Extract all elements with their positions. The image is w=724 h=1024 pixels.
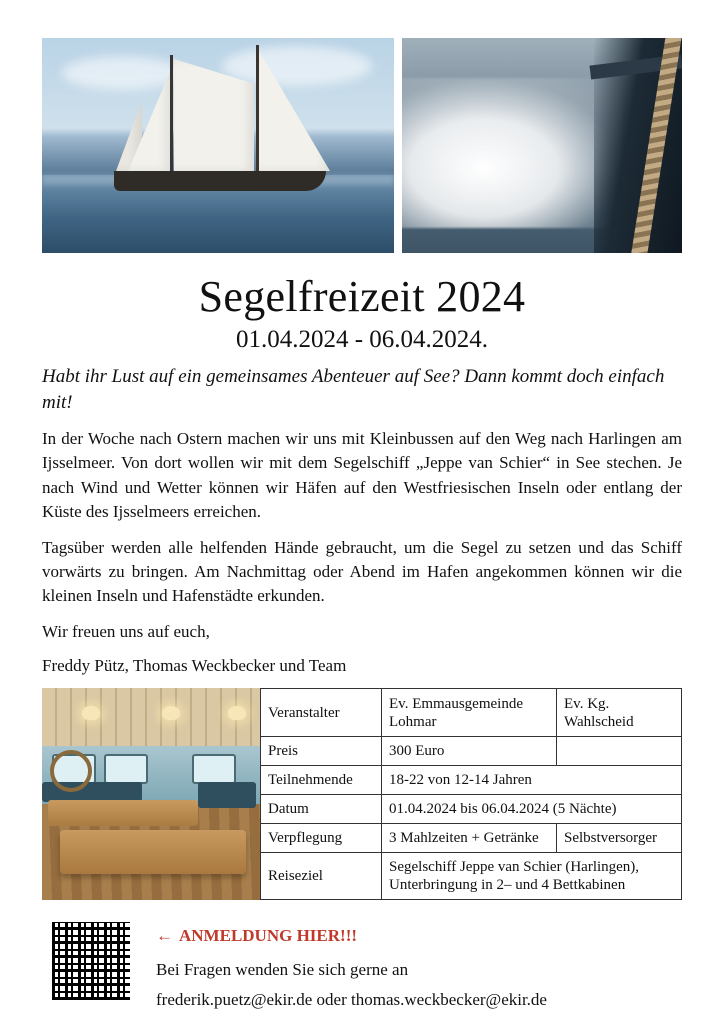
wave-photo	[402, 38, 682, 253]
table-cell-value: 01.04.2024 bis 06.04.2024 (5 Nächte)	[382, 794, 682, 823]
closing-line: Wir freuen uns auf euch,	[42, 622, 210, 642]
sailing-ship-photo	[42, 38, 394, 253]
table-cell-key: Teilnehmende	[261, 765, 382, 794]
bench-shape	[198, 782, 256, 808]
contact-line: Bei Fragen wenden Sie sich gerne an	[156, 960, 409, 980]
table-cell-key: Reiseziel	[261, 853, 382, 900]
mast-shape	[170, 55, 173, 173]
lamp-shape	[162, 706, 180, 720]
table-row	[261, 736, 682, 765]
table-row	[261, 794, 682, 823]
mast-shape	[256, 45, 259, 173]
signature-line: Freddy Pütz, Thomas Weckbecker und Team	[42, 656, 347, 676]
body-paragraph-2: Tagsüber werden alle helfenden Hände gebraucht, um die Segel zu setzen und das Schiff vorwärts zu bringen. Am Nachmittag oder Abend im Hafen angekommen können wir die kleinen Inseln und Hafenstädte erkunden.	[42, 537, 682, 606]
qr-code-icon[interactable]	[52, 922, 130, 1000]
porthole-shape	[192, 754, 236, 784]
event-dates: 01.04.2024 - 06.04.2024.	[235, 326, 489, 353]
cabin-ceiling-shape	[42, 688, 260, 746]
table-cell-value: 3 Mahlzeiten + Getränke	[382, 824, 557, 853]
table-row	[261, 689, 682, 736]
table-shape	[48, 800, 198, 826]
table-row	[261, 853, 682, 900]
table-cell-key: Datum	[261, 794, 382, 823]
table-cell-value-2	[557, 736, 682, 765]
email-line[interactable]: frederik.puetz@ekir.de oder thomas.weckbecker@ekir.de	[156, 990, 547, 1010]
lamp-shape	[82, 706, 100, 720]
table-shape	[60, 830, 246, 874]
lamp-shape	[228, 706, 246, 720]
cloud-shape	[62, 56, 182, 90]
arrow-left-icon: ←	[156, 926, 173, 946]
page-title: Segelfreizeit 2024	[198, 272, 526, 321]
body-paragraph-1: In der Woche nach Ostern machen wir uns mit Kleinbussen auf den Weg nach Harlingen am Ijsselmeer. Von dort wollen wir mit dem Segelschiff „Jeppe van Schier“ in See stechen. Je nach Wind und Wetter können wir Häfen auf den Westfriesischen Inseln oder entlang der Küste des Ijsselmeers erreichen.	[42, 429, 682, 521]
table-cell-value-2: Selbstversorger	[557, 824, 682, 853]
photo-strip	[42, 38, 682, 253]
hull-shape	[114, 171, 326, 191]
ship-cabin-photo	[42, 688, 260, 900]
table-cell-value: 18-22 von 12-14 Jahren	[382, 765, 682, 794]
table-cell-key: Preis	[261, 736, 382, 765]
table-cell-value: Segelschiff Jeppe van Schier (Harlingen), Unterbringung in 2– und 4 Bettkabinen	[382, 853, 682, 900]
table-cell-value: 300 Euro	[382, 736, 557, 765]
table-cell-value: Ev. Emmausgemeinde Lohmar	[382, 689, 557, 736]
table-cell-key: Verpflegung	[261, 824, 382, 853]
table-row	[261, 765, 682, 794]
cloud-shape	[222, 46, 372, 86]
table-row	[261, 824, 682, 853]
footer-text	[156, 922, 547, 1010]
registration-callout[interactable]	[156, 926, 547, 946]
table-cell-value-2: Ev. Kg. Wahlscheid	[557, 689, 682, 736]
porthole-shape	[104, 754, 148, 784]
spray-shape	[402, 78, 622, 228]
footer	[42, 922, 682, 1010]
details-table	[260, 688, 682, 900]
table-cell-key: Veranstalter	[261, 689, 382, 736]
info-block	[42, 688, 682, 900]
lead-paragraph: Habt ihr Lust auf ein gemeinsames Abenteuer auf See? Dann kommt doch einfach mit!	[42, 366, 665, 413]
registration-label: ANMELDUNG HIER!!!	[179, 926, 358, 946]
